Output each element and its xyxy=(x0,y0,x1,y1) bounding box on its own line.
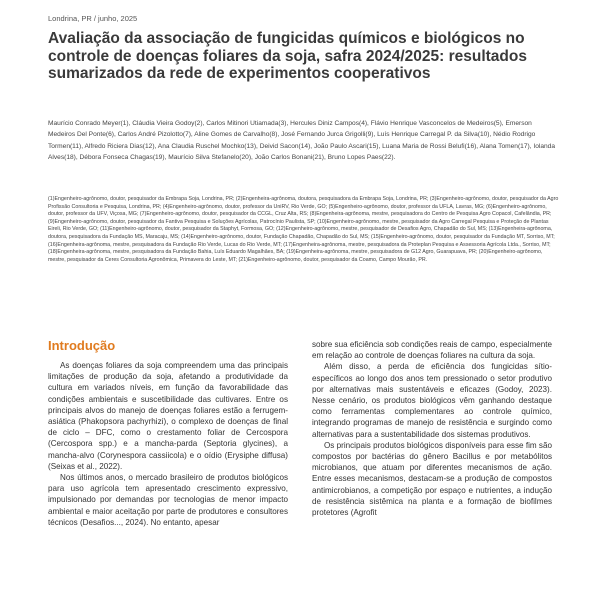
intro-paragraph-4: Além disso, a perda de eficiência dos fungicidas sítio-específicos ao longo dos anos tem pressionado o setor produtivo por alternativas mais sustentáveis e eficazes (Godoy, 2023). Nesse cenário, os produtos biológicos vêm ganhando destaque como ferramentas complementares ao controle químico, integrando programas de manejo de resistência e surgindo como alternativas para a sustentabilidade dos sistemas produtivos. xyxy=(312,362,552,439)
right-column xyxy=(312,339,552,518)
intro-paragraph-2: Nos últimos anos, o mercado brasileiro de produtos biológicos para uso agrícola tem apresentado crescimento expressivo, impulsionado por demandas por tecnologias de menor impacto ambiental e maior aceitação por parte de produtores e consultores técnicos (Desafios..., 2024). No entanto, apesar xyxy=(48,473,288,527)
location-date: Londrina, PR / junho, 2025 xyxy=(48,14,138,23)
left-column xyxy=(48,338,288,528)
affiliations-list: (1)Engenheiro-agrônomo, doutor, pesquisador da Embrapa Soja, Londrina, PR; (2)Engenheira-agrônoma, doutora, pesquisadora da Embrapa Soja, Londrina, PR; (3)Engenheiro-agrônomo, doutor, pesquisador da Agro Profissão Consultoria e Pesquisa, Londrina, PR; (4)Engenheiro-agrônomo, doutor, professor da UniRV, Rio Verde, GO; (5)Engenheiro-agrônomo, doutor, professor da UFLA, Lavras, MG; (6)Engenheiro-agrônomo, doutor, professor da UFV, Viçosa, MG; (7)Engenheiro-agrônomo, doutor, pesquisador da CCGL, Cruz Alta, RS; (8)Engenheira-agrônoma, mestre, pesquisadora do Centro de Pesquisa Agro Copacol, Cafelândia, PR; (9)Engenheiro-agrônomo, doutor, pesquisador da Fantiva Pesquisa e Soluções Agrícolas, Patrocínio Paulista, SP; (10)Engenheiro-agrônomo, mestre, pesquisador da Agro Carregal Pesquisa e Proteção de Plantas Eireli, Rio Verde, GO; (11)Engenheiro-agrônomo, doutor, pesquisador da Staphyt, Formosa, GO; (12)Engenheiro-agrônomo, mestre, pesquisador de Desafios Agro, Chapadão do Sul, MS; (13)Engenheira-agrônoma, doutora, pesquisadora da Fundação MS, Maracaju, MS; (14)Engenheiro-agrônomo, doutor, Fundação Chapadão, Chapadão do Sul, MS; (15)Engenheiro-agrônomo, doutor, pesquisador da Fundação MT, Sorriso, MT; (16)Engenheira-agrônoma, mestre, pesquisadora da Fundação Rio Verde, Lucas do Rio Verde, MT; (17)Engenheira-agrônoma, mestre, pesquisadora da Proteplan Pesquisa e Assessoria Agrícola Ltda., Sorriso, MT; (18)Engenheira-agrônoma, mestre, pesquisadora da Fundação Bahia, Luís Eduardo Magalhães, BA; (19)Engenheira-agrônoma, mestre, pesquisadora de G12 Agro, Guarapuava, PR; (20)Engenheiro-agrônomo, mestre, pesquisador da Ceres Consultoria Agronômica, Primavera do Leste, MT; (21)Engenheiro-agrônomo, doutor, pesquisador da Coamo, Campo Mourão, PR. xyxy=(48,196,559,263)
intro-paragraph-3: sobre sua eficiência sob condições reais de campo, especialmente em relação ao controle de doenças foliares na cultura da soja. xyxy=(312,340,552,361)
intro-paragraph-5: Os principais produtos biológicos disponíveis para esse fim são compostos por bactérias do gênero Bacillus e por metabólitos microbianos, que atuam por diferentes mecanismos de ação. Entre esses mecanismos, destacam-se a produção de compostos antimicrobianos, a competição por espaço e nutrientes, a indução de resistência sistêmica na planta e a formação de biofilmes protetores (Agrofit xyxy=(312,440,552,518)
author-list: Maurício Conrado Meyer(1), Cláudia Vieira Godoy(2), Carlos Mitinori Utiamada(3), Hercules Diniz Campos(4), Flávio Henrique Vasconcelos de Medeiros(5), Emerson Medeiros Del Ponte(6), Carlos André Pizolotto(7), Aline Gomes de Carvalho(8), José Fernando Jurca Grigolli(9), Luís Henrique Carregal P. da Silva(10), Nédio Rodrigo Tormen(11), Alfredo Riciera Dias(12), Ana Claudia Ruschel Mochko(13), Deivid Sacon(14), João Paulo Ascari(15), Luana Maria de Rossi Belufi(16), Alana Tomen(17), Iolanda Alves(18), Débora Fonseca Chagas(19), Maurício Silva Stefanelo(20), João Carlos Bonani(21), Bruno Lopes Paes(22). xyxy=(48,120,555,161)
paper-title: Avaliação da associação de fungicidas químicos e biológicos no controle de doenças foliares da soja, safra 2024/2025: resultados sumarizados da rede de experimentos cooperativos xyxy=(48,30,527,82)
intro-paragraph-1: As doenças foliares da soja compreendem uma das principais limitações de produção da soja, afetando a produtividade da cultura em variados níveis, em função da favorabilidade das condições ambientais e suscetibilidade das cultivares. Entre os principais alvos do manejo de doenças foliares estão a ferrugem-asiática (Phakopsora pachyrhizi), o complexo de doenças de final de ciclo – DFC, como o crestamento foliar de Cercospora (Cercospora spp.) e a mancha-parda (Septoria glycines), a mancha-alvo (Corynespora cassiicola) e o oídio (Erysiphe diffusa) (Seixas et al., 2022). xyxy=(48,361,288,471)
section-heading-introducao: Introdução xyxy=(48,338,116,353)
